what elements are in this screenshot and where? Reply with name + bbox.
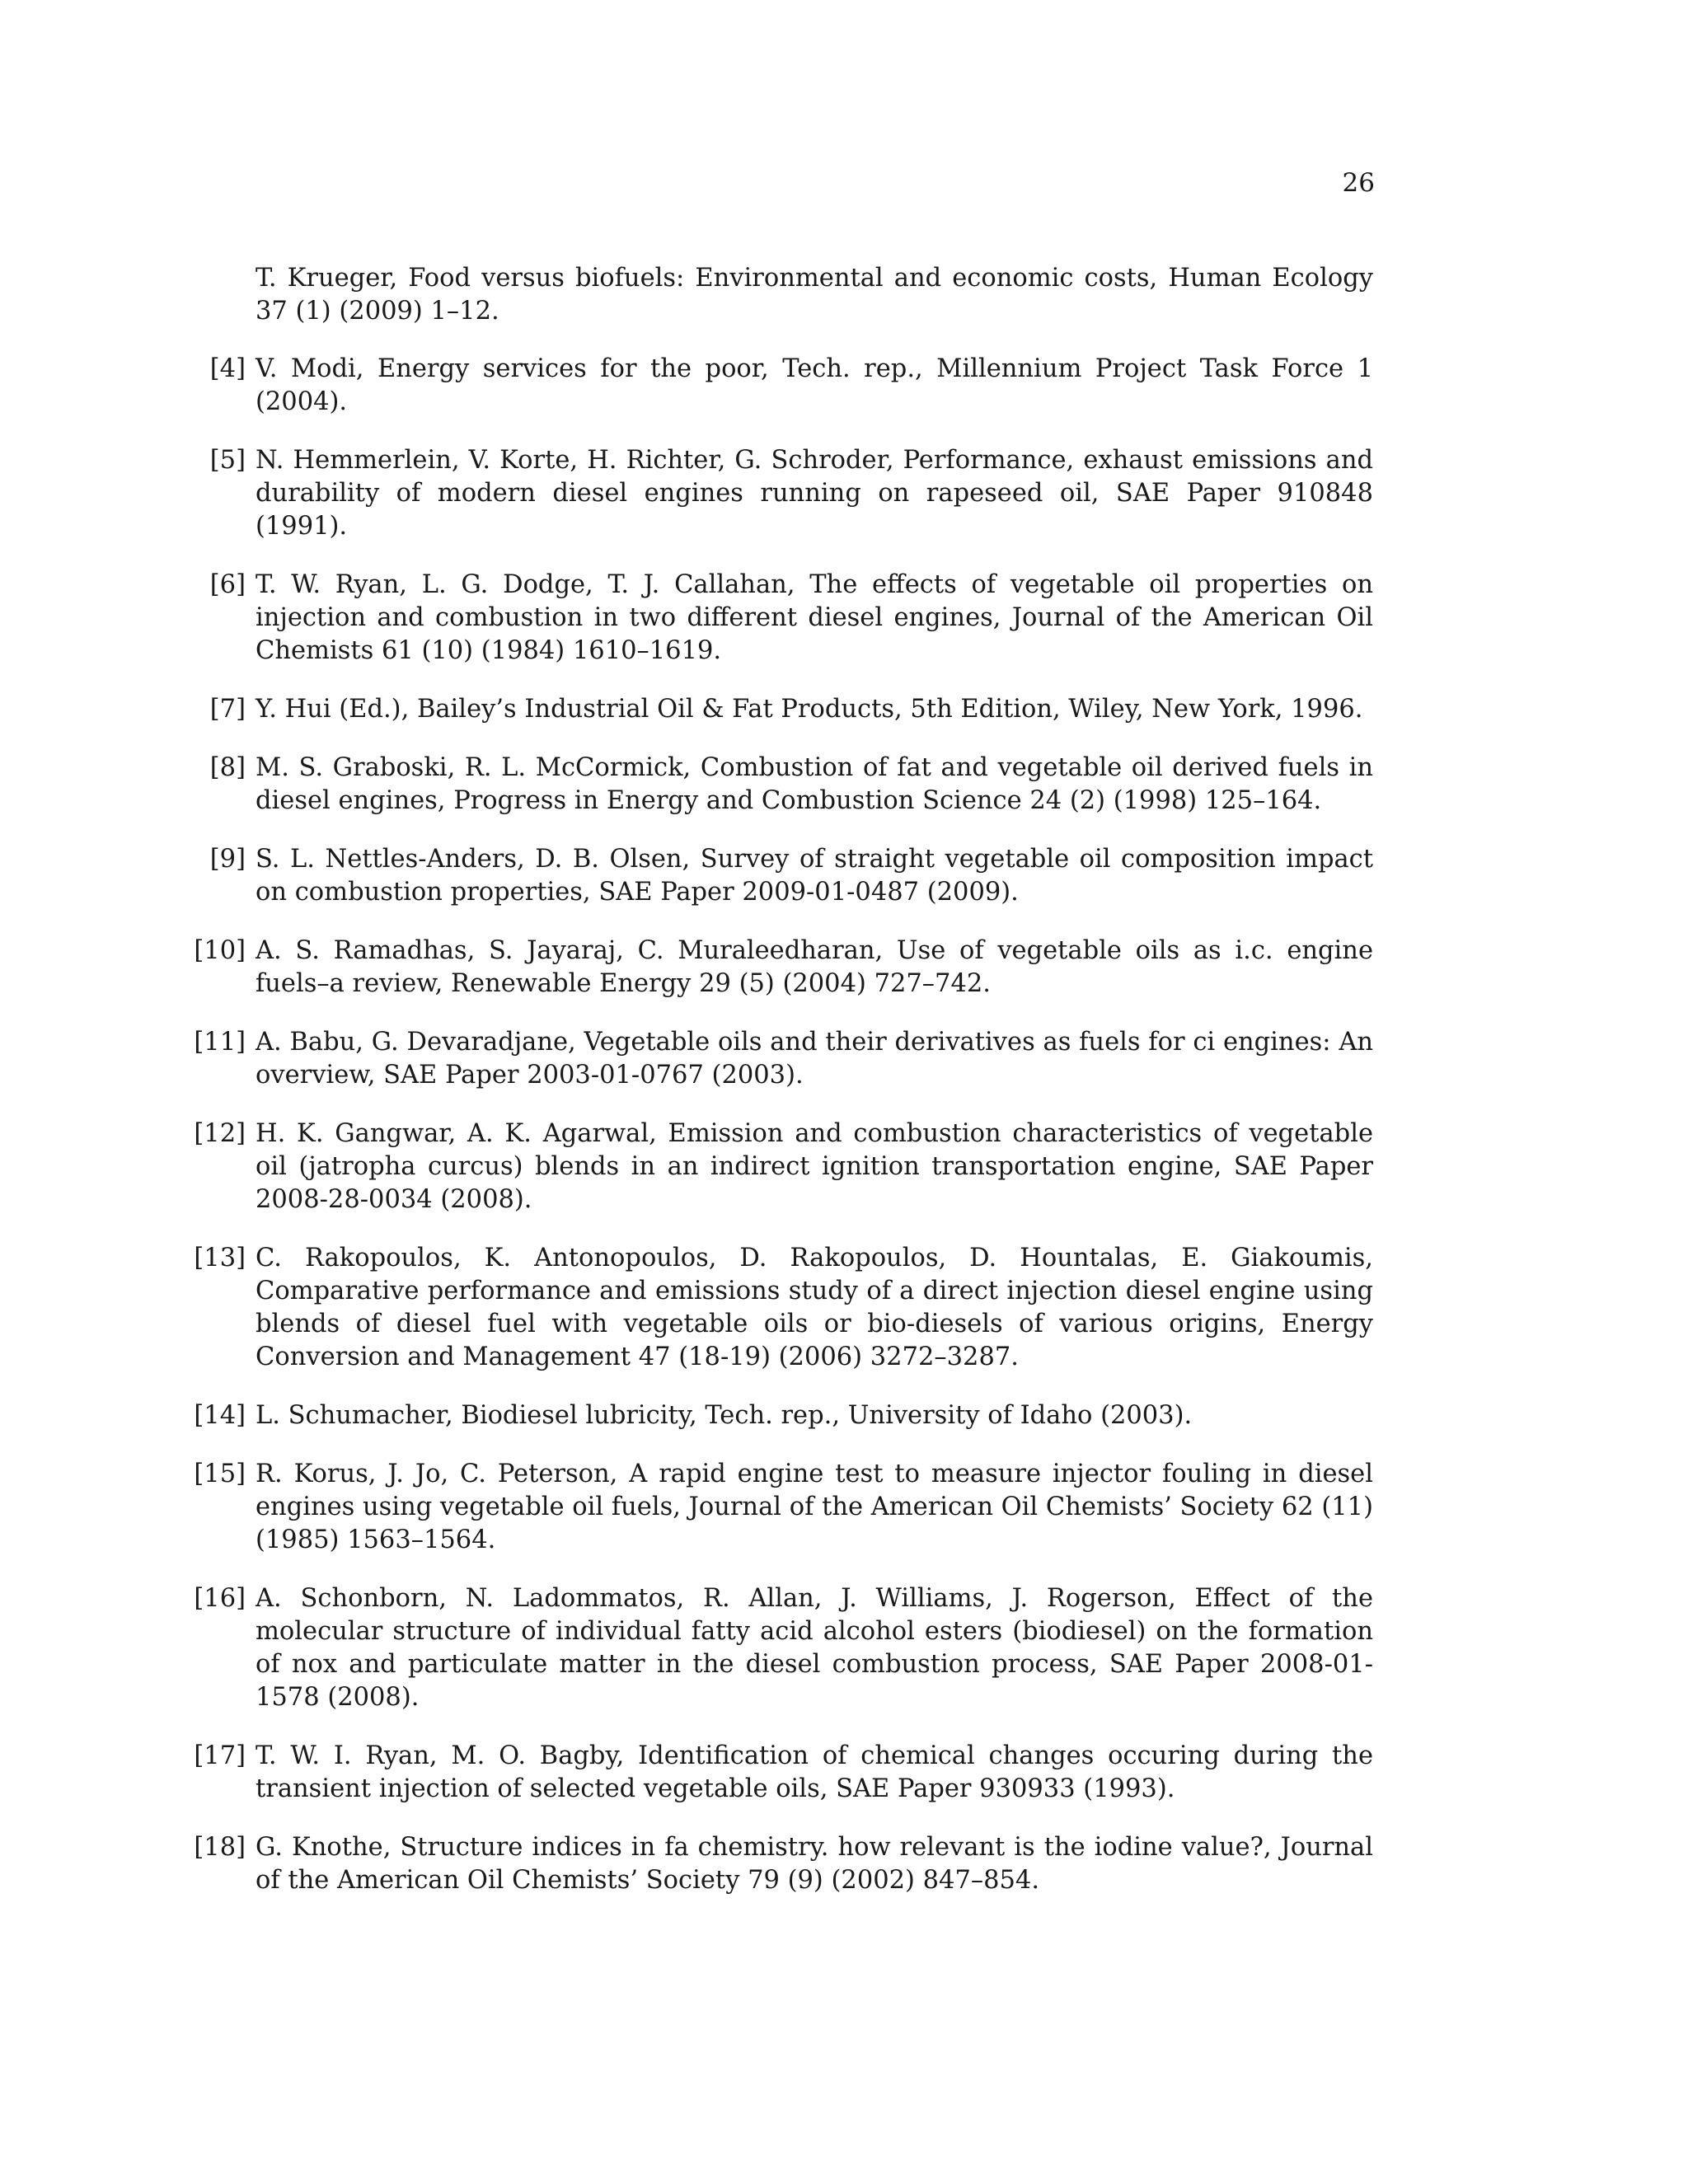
reference-label: [11] [194,1028,246,1057]
reference-text: A. Schonborn, N. Ladommatos, R. Allan, J. Williams, J. Rogerson, Effect of the molecular structure of individual fatty acid alcohol esters (biodiesel) on the formation of nox and particulate matter in the diesel combustion process, SAE Paper 2008-01-1578 (2008). [256,1584,1373,1712]
reference-item [194,1458,1373,1557]
reference-text: R. Korus, J. Jo, C. Peterson, A rapid engine test to measure injector fouling in diesel engines using vegetable oil fuels, Journal of the American Oil Chemists’ Society 62 (11) (1985) 1563–1564. [256,1460,1373,1554]
reference-label: [13] [194,1244,246,1272]
page-number: 26 [1342,168,1375,198]
reference-text: Y. Hui (Ed.), Bailey’s Industrial Oil & Fat Products, 5th Edition, Wiley, New York, 1996. [256,695,1363,724]
reference-label: [8] [209,753,246,782]
reference-label: [18] [194,1833,246,1862]
reference-text: T. W. Ryan, L. G. Dodge, T. J. Callahan, The effects of vegetable oil properties on injection and combustion in two different diesel engines, Journal of the American Oil Chemists 61 (10) (1984) 1610–1619. [256,570,1373,665]
reference-item [209,353,1373,419]
reference-label: [5] [209,446,246,475]
reference-item [209,752,1373,818]
reference-item [194,935,1373,1001]
reference-item [194,1026,1373,1092]
reference-label: [14] [194,1401,246,1430]
reference-item [194,1582,1373,1714]
reference-item [194,1831,1373,1897]
reference-list [194,262,1373,1923]
reference-item [194,1399,1373,1432]
reference-item [209,569,1373,668]
reference-text: M. S. Graboski, R. L. McCormick, Combustion of fat and vegetable oil derived fuels in diesel engines, Progress in Energy and Combustion Science 24 (2) (1998) 125–164. [256,753,1373,815]
reference-item [209,444,1373,543]
reference-label: [17] [194,1741,246,1770]
reference-text: G. Knothe, Structure indices in fa chemistry. how relevant is the iodine value?, Journal of the American Oil Chemists’ Society 79 (9) (2002) 847–854. [256,1833,1373,1895]
reference-item [209,843,1373,909]
reference-label: [7] [209,695,246,724]
reference-label: [6] [209,570,246,599]
reference-text: N. Hemmerlein, V. Korte, H. Richter, G. Schroder, Performance, exhaust emissions and durability of modern diesel engines running on rapeseed oil, SAE Paper 910848 (1991). [256,446,1373,541]
reference-text: H. K. Gangwar, A. K. Agarwal, Emission and combustion characteristics of vegetable oil (jatropha curcus) blends in an indirect ignition transportation engine, SAE Paper 2008-28-0034 (2008). [256,1119,1373,1214]
reference-label: [10] [194,936,246,965]
reference-text: T. W. I. Ryan, M. O. Bagby, Identification of chemical changes occuring during the transient injection of selected vegetable oils, SAE Paper 930933 (1993). [256,1741,1373,1803]
reference-item [194,1740,1373,1806]
reference-label: [9] [209,845,246,874]
reference-label: [15] [194,1460,246,1488]
reference-item [194,1118,1373,1216]
reference-text: V. Modi, Energy services for the poor, Tech. rep., Millennium Project Task Force 1 (2004). [256,354,1373,416]
reference-label: [16] [194,1584,246,1613]
reference-item [194,1242,1373,1374]
reference-text: C. Rakopoulos, K. Antonopoulos, D. Rakopoulos, D. Hountalas, E. Giakoumis, Comparative performance and emissions study of a direct injection diesel engine using blends of diesel fuel with vegetable oils or bio-diesels of various origins, Energy Conversion and Management 47 (18-19) (2006) 3272–3287. [256,1244,1373,1371]
reference-text: L. Schumacher, Biodiesel lubricity, Tech. rep., University of Idaho (2003). [256,1401,1193,1430]
reference-item [209,693,1373,726]
reference-text: A. S. Ramadhas, S. Jayaraj, C. Muraleedharan, Use of vegetable oils as i.c. engine fuels–a review, Renewable Energy 29 (5) (2004) 727–742. [256,936,1373,998]
reference-label: [4] [209,354,246,383]
reference-label: [12] [194,1119,246,1148]
reference-text: A. Babu, G. Devaradjane, Vegetable oils and their derivatives as fuels for ci engines: An overview, SAE Paper 2003-01-0767 (2003). [256,1028,1373,1090]
reference-text: S. L. Nettles-Anders, D. B. Olsen, Survey of straight vegetable oil composition impact on combustion properties, SAE Paper 2009-01-0487 (2009). [256,845,1373,907]
reference-continuation: T. Krueger, Food versus biofuels: Environmental and economic costs, Human Ecology 37 (1) (2009) 1–12. [256,264,1373,326]
